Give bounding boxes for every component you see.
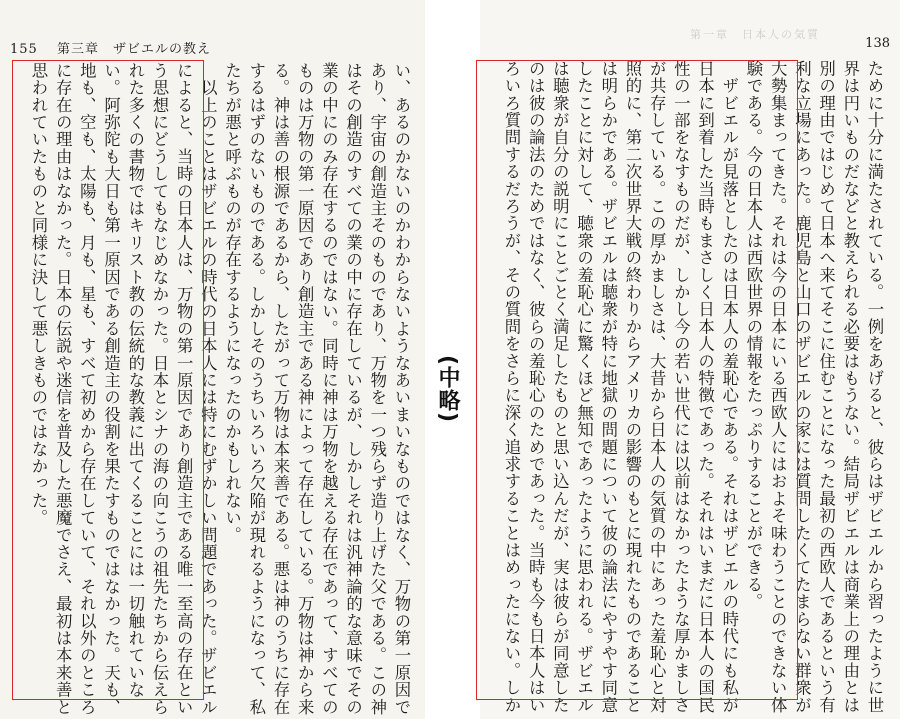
text-column: は聴衆が自分の説明にことごとく満足したものと思い込んだが、実は彼らが同意した [550,60,570,714]
text-column: 以上のことはザビエルの時代の日本人には特にむずかしい問題であった。ザビエル [198,62,218,716]
right-highlight-box [476,60,798,714]
text-column: ものは万物の第一原因であり創造主である神によって存在している。万物は神から来 [295,62,315,716]
text-column: あり、宇宙の創造主そのものであり、万物を一つ残らず造り上げた父である。この神 [367,62,387,716]
text-column: 利な立場にあった。鹿児島と山口のザビエルの家には質問したくてたまらない群衆が [792,60,812,714]
text-column: はその創造のすべての業の中に存在しているが、しかしそれは汎神論的な意味でその [343,62,363,716]
text-column: するはずのないものである。しかしそのうちいろいろ欠陥が現れるようになって、私 [246,62,266,716]
text-column: れた多くの書物ではキリスト教の伝統的な教義に出てくることには一切触れていな [125,62,145,699]
text-column: は明らかである。ザビエルは聴衆が特に地獄の問題について彼の論法にやすやす同意 [598,60,618,714]
text-column: したことに対して、聴衆の羞恥心に驚くほど無知であったように思われる。ザビエル [574,60,594,714]
right-page-faint-header: 第一章 日本人の気質 [690,28,820,41]
text-column: 地も、空も、太陽も、月も、星も、すべて初めから存在していて、それ以外のところ [77,62,97,716]
left-highlight-box [12,60,204,716]
text-column: ろいろ質問するだろうが、その質問をさらに深く追求することはめったにない。しか [501,60,521,714]
text-column: 日本に到着した当時もまさしく日本人の特徴であった。それはいまだに日本人の国民 [695,60,715,714]
text-column: ために十分に満たされている。一例をあげると、彼らはザビエルから習ったように世 [865,60,884,714]
chapter-title: 第三章 ザビエルの教え [56,42,211,57]
text-column: 思われていたものと同様に決して悪しきものではなかった。 [28,62,48,527]
text-column: 照的に、第二次世界大戦の終わりからアメリカの影響のもとに現れたものであること [622,60,642,714]
text-column: る。神は善の根源であるから、したがって万物は本来善である。悪は神のうちに存在 [270,62,290,716]
text-column: に存在の理由はなかった。日本の伝説や迷信を普及した悪魔でさえ、最初は本来善と [53,62,73,716]
text-column: 大勢集まってきた。それは今の日本にいる西欧人にはおよそ味わうことのできない体 [768,60,788,714]
text-column: 業の中にのみ存在するのではない。同時に神は万物を越える存在であって、すべての [319,62,339,716]
text-column: ザビエルが見落としたのは日本人の羞恥心である。それはザビエルの時代にも私が [719,60,739,714]
text-column: 験である。今の日本人は西欧世界の情報をたっぷりすることができる。 [743,60,763,611]
left-page-header [10,38,211,57]
text-column: が共存している。この厚かましさは、大昔から日本人の気質の中にあった羞恥心と対 [647,60,667,714]
text-column: う思想にどうしてもなじめなかった。日本とシナの海の向こうの祖先たちから伝えら [149,62,169,716]
text-column: によると、当時の日本人は、万物の第一原因であり創造主である唯一至高の存在とい [174,62,194,716]
text-column: たちが悪と呼ぶものが存在するようになったのかもしれない。 [222,62,242,544]
text-column: 性の一部をなすものだが、しかし今の若い世代には以前はなかったような厚かましさ [671,60,691,714]
text-column: 別の理由ではじめて日本へ来てそこに住むことになった最初の西欧人であるという有 [816,60,836,714]
text-column: のは彼の論法のためではなく、彼らの羞恥心のためであった。当時も今も日本人はい [526,60,546,714]
text-column: 界は円いものだなどと教えられる必要はもうない。結局ザビエルは商業上の理由とは [840,60,860,714]
text-column: い、あるのかないのかわからないようなあいまいなものではなく、万物の第一原因で [392,62,411,716]
left-page-number: 155 [10,42,38,57]
text-column: い。阿弥陀も大日も第一原因である創造主の役割を果たすものではなかった。天も、 [101,62,121,716]
omission-marker: (中略) [435,355,460,424]
right-page-number: 138 [865,36,890,51]
